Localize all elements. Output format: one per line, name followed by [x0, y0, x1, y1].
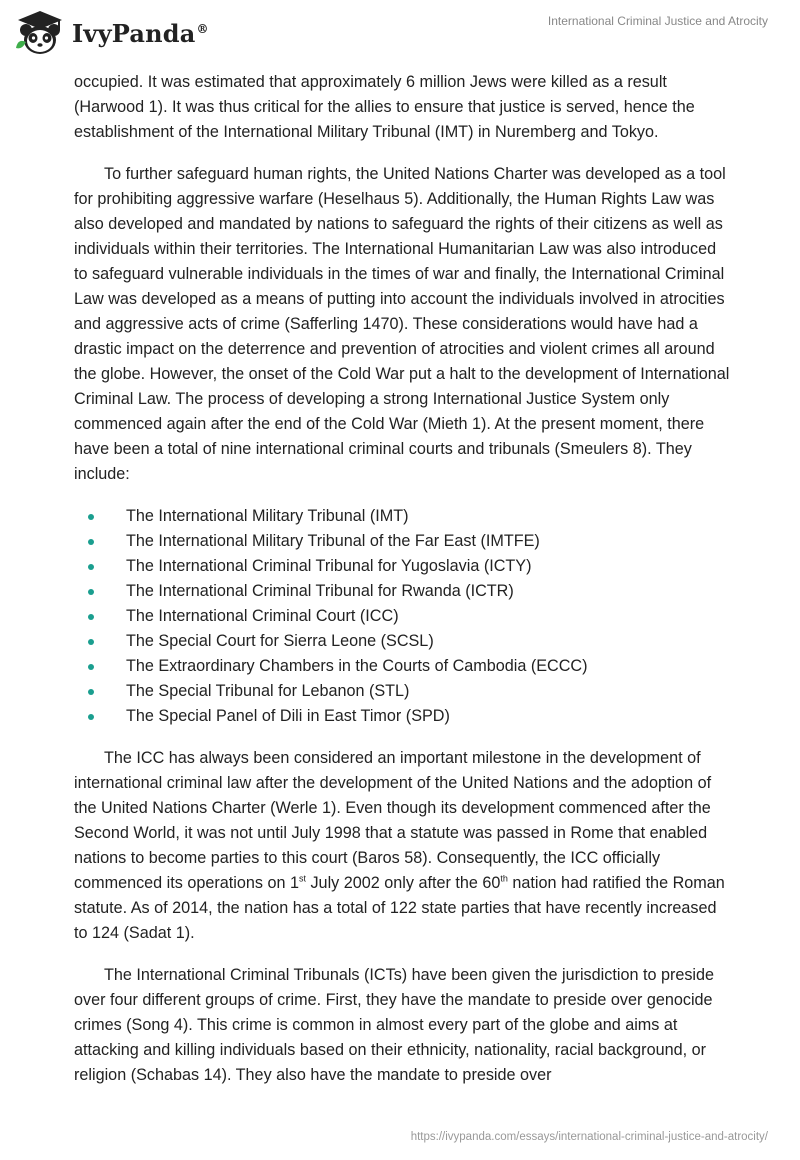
- bullet-dot-icon: [88, 714, 94, 720]
- list-item: The Special Court for Sierra Leone (SCSL): [74, 629, 734, 654]
- registered-mark: ®: [196, 21, 209, 36]
- bullet-dot-icon: [88, 664, 94, 670]
- list-item: The Special Panel of Dili in East Timor (SPD): [74, 704, 734, 729]
- list-item: The International Criminal Tribunal for Rwanda (ICTR): [74, 579, 734, 604]
- bullet-dot-icon: [88, 689, 94, 695]
- page-header: [0, 0, 800, 70]
- document-title: International Criminal Justice and Atrocity: [547, 14, 768, 28]
- list-item: The International Criminal Court (ICC): [74, 604, 734, 629]
- source-url-link[interactable]: https://ivypanda.com/essays/international-criminal-justice-and-atrocity/: [410, 1131, 768, 1143]
- list-item: The Extraordinary Chambers in the Courts of Cambodia (ECCC): [74, 654, 734, 679]
- paragraph-1: occupied. It was estimated that approximately 6 million Jews were killed as a result (Harwood 1). It was thus critical for the allies to ensure that justice is served, hence the establishment of the International Military Tribunal (IMT) in Nuremberg and Tokyo.: [74, 73, 695, 141]
- list-item: The International Military Tribunal of the Far East (IMTFE): [74, 529, 734, 554]
- essay-body: [74, 70, 734, 1105]
- tribunal-list: [74, 504, 734, 729]
- list-item: The International Criminal Tribunal for Yugoslavia (ICTY): [74, 554, 734, 579]
- paragraph-2: To further safeguard human rights, the United Nations Charter was developed as a tool for prohibiting aggressive warfare (Heselhaus 5). Additionally, the Human Rights Law was also developed and mandated by nations to safeguard the rights of their citizens as well as individuals within their territories. The International Humanitarian Law was also introduced to safeguard vulnerable individuals in the times of war and finally, the International Criminal Law was developed as a means of putting into account the individuals involved in atrocities and aggressive acts of crime (Safferling 1470). These considerations would have had a drastic impact on the deterrence and prevention of atrocities and violent crimes all around the globe. However, the onset of the Cold War put a halt to the development of International Criminal Law. The process of developing a strong International Justice System only commenced again after the end of the Cold War (Mieth 1). At the present moment, there have been a total of nine international criminal courts and tribunals (Smeulers 8). They include:: [74, 165, 730, 483]
- bullet-dot-icon: [88, 539, 94, 545]
- list-item: The Special Tribunal for Lebanon (STL): [74, 679, 734, 704]
- ivypanda-logo[interactable]: [14, 8, 209, 58]
- list-item: The International Military Tribunal (IMT): [74, 504, 734, 529]
- bullet-dot-icon: [88, 564, 94, 570]
- panda-graduate-icon: [14, 8, 66, 58]
- bullet-dot-icon: [88, 614, 94, 620]
- paragraph-4: The International Criminal Tribunals (ICTs) have been given the jurisdiction to preside over four different groups of crime. First, they have the mandate to preside over genocide crimes (Song 4). This crime is common in almost every part of the globe and aims at attacking and killing individuals based on their ethnicity, nationality, racial background, or religion (Schabas 14). They also have the mandate to preside over: [74, 966, 715, 1084]
- brand-name: IvyPanda®: [72, 18, 209, 48]
- paragraph-3: The ICC has always been considered an important milestone in the development of international criminal law after the development of the United Nations and the adoption of the United Nations Charter (Werle 1). Even though its development commenced after the Second World, it was not until July 1998 that a statute was passed in Rome that enabled nations to become parties to this court (Baros 58). Consequently, the ICC officially commenced its operations on 1st July 2002 only after the 60th nation had ratified the Roman statute. As of 2014, the nation has a total of 122 state parties that have recently increased to 124 (Sadat 1).: [74, 749, 725, 942]
- ordinal-suffix: th: [500, 873, 508, 884]
- ordinal-suffix: st: [298, 873, 306, 884]
- bullet-dot-icon: [88, 514, 94, 520]
- bullet-dot-icon: [88, 639, 94, 645]
- bullet-dot-icon: [88, 589, 94, 595]
